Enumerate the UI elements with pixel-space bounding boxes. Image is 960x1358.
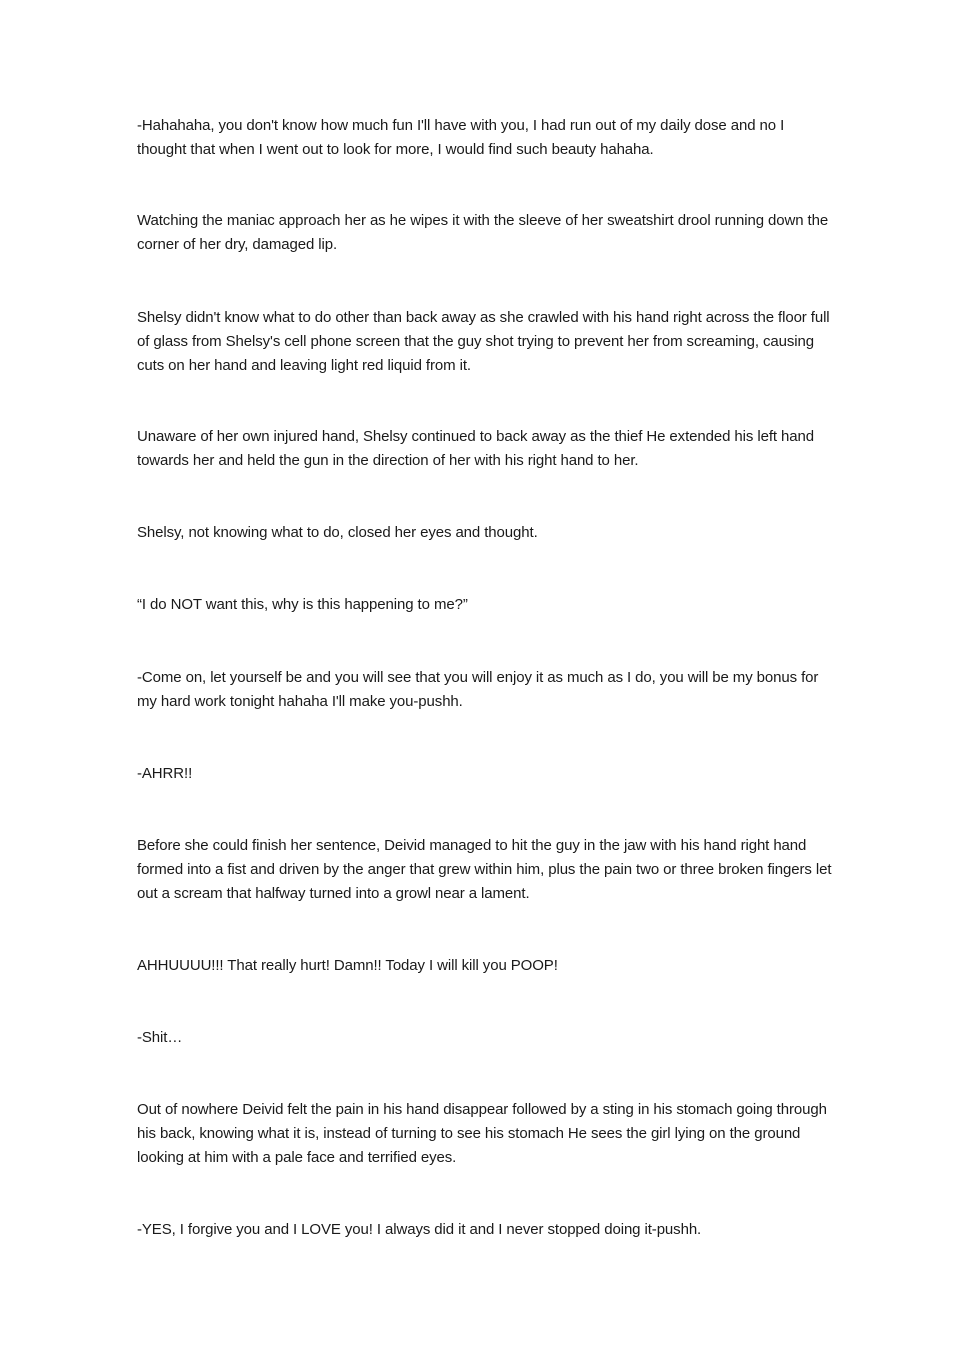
paragraph-13: -YES, I forgive you and I LOVE you! I always did it and I never stopped doing it-pushh.: [137, 1221, 702, 1238]
paragraph-5: Shelsy, not knowing what to do, closed her eyes and thought.: [137, 524, 538, 541]
paragraph-3: Shelsy didn't know what to do other than back away as she crawled with his hand right across the floor full of glass from Shelsy's cell phone screen that the guy shot trying to prevent her from screaming, causing cuts on her hand and leaving light red liquid from it.: [137, 309, 830, 374]
paragraph-7: -Come on, let yourself be and you will see that you will enjoy it as much as I do, you will be my bonus for my hard work tonight hahaha I'll make you-pushh.: [137, 669, 819, 710]
paragraph-6: “I do NOT want this, why is this happening to me?”: [137, 596, 468, 613]
paragraph-2: Watching the maniac approach her as he wipes it with the sleeve of her sweatshirt drool running down the corner of her dry, damaged lip.: [137, 212, 829, 253]
paragraph-12: Out of nowhere Deivid felt the pain in his hand disappear followed by a sting in his stomach going through his back, knowing what it is, instead of turning to see his stomach He sees the girl lying on the ground looking at him with a pale face and terrified eyes.: [137, 1101, 827, 1166]
paragraph-9: Before she could finish her sentence, Deivid managed to hit the guy in the jaw with his hand right hand formed into a fist and driven by the anger that grew within him, plus the pain two or three broken fingers let out a scream that halfway turned into a growl near a lament.: [137, 837, 832, 902]
paragraph-10: AHHUUUU!!! That really hurt! Damn!! Today I will kill you POOP!: [137, 957, 558, 974]
paragraph-11: -Shit…: [137, 1029, 183, 1046]
paragraph-4: Unaware of her own injured hand, Shelsy continued to back away as the thief He extended his left hand towards her and held the gun in the direction of her with his right hand to her.: [137, 428, 815, 469]
paragraph-8: -AHRR!!: [137, 765, 193, 782]
paragraph-1: -Hahahaha, you don't know how much fun I'll have with you, I had run out of my daily dose and no I thought that when I went out to look for more, I would find such beauty hahaha.: [137, 117, 785, 158]
